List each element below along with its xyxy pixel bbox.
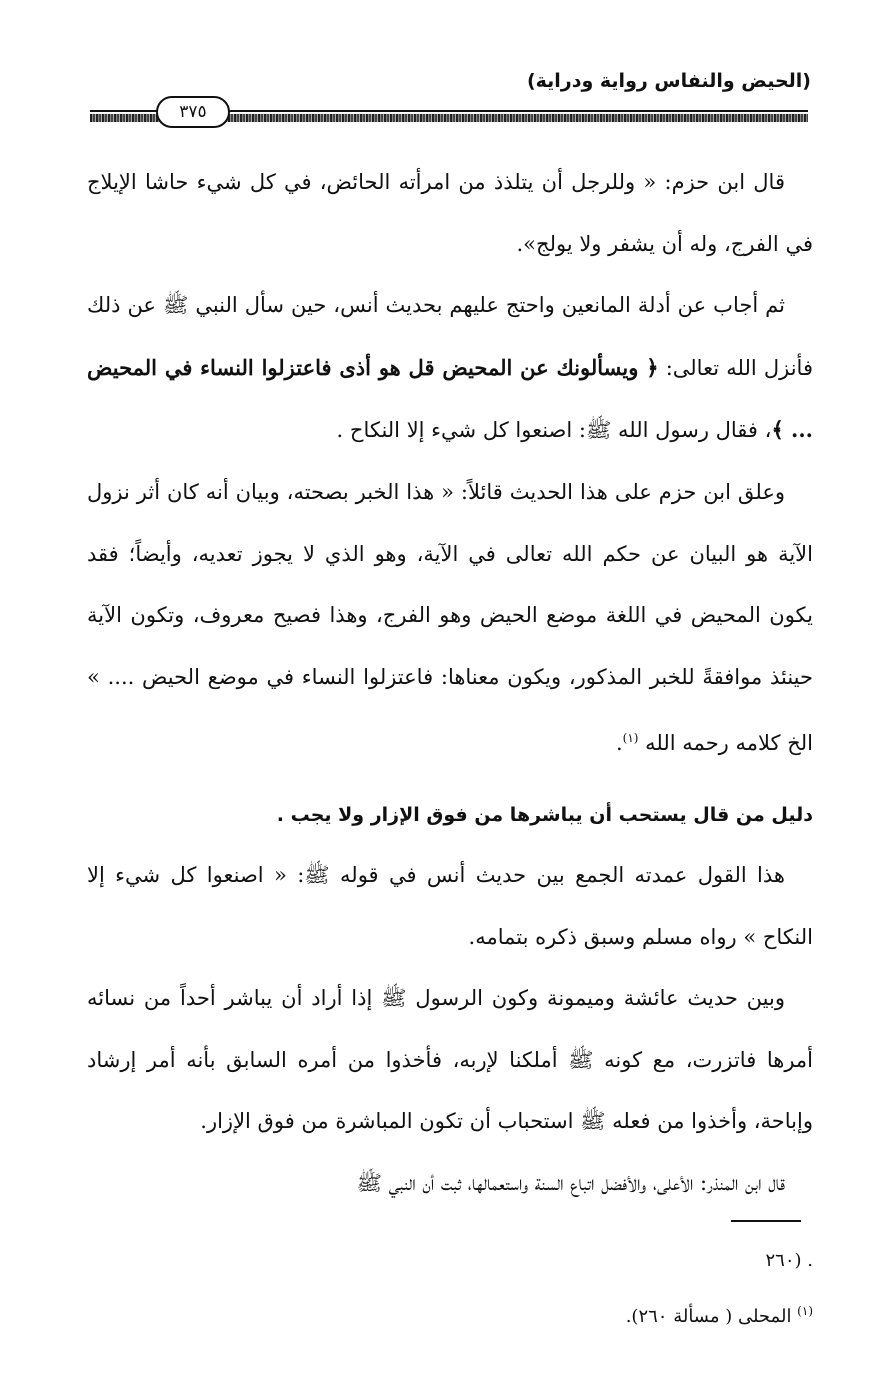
paragraph-5: وبين حديث عائشة وميمونة وكون الرسول ﷺ إذا أراد أن يباشر أحداً من نسائه أمرها فاتزرت، مع كونه ﷺ أملكنا لإربه، فأخذوا من أمره السابق بأنه أمر إرشاد وإباحة، وأخذوا من فعله ﷺ استحباب أن تكون المباشرة من فوق الإزار. xyxy=(87,986,813,1134)
quran-verse: ﴿ ويسألونك عن المحيض قل هو أذى فاعتزلوا النساء في المحيض ... ﴾ xyxy=(87,354,813,443)
paragraph-3-end: . xyxy=(615,731,623,756)
footnote-ref-1[interactable]: (١) xyxy=(622,731,639,746)
paragraph-3 xyxy=(87,462,813,775)
paragraph-6: قال ابن المنذر: الأعلى، والأفضل اتباع السنة واستعمالها، ثبت أن النبي ﷺ xyxy=(356,1170,785,1195)
section-heading: دليل من قال يستحب أن يباشرها من فوق الإزار ولا يجب . xyxy=(276,803,813,826)
footnote-separator xyxy=(731,1220,801,1222)
paragraph-3-text: وعلق ابن حزم على هذا الحديث قائلاً: « هذا الخبر بصحته، وبيان أنه كان أثر نزول الآية هو البيان عن حكم الله تعالى في الآية، وهو الذي لا يجوز تعديه، وأيضاً؛ فقد يكون المحيض في اللغة موضع الحيض وهو الفرج، وهذا فصيح معروف، وتكون الآية حينئذ موافقةً للخبر المذكور، ويكون معناها: فاعتزلوا النساء في موضع الحيض .... » الخ كلامه رحمه الله xyxy=(87,479,813,756)
paragraph-2-text-b: ، فقال رسول الله ﷺ: اصنعوا كل شيء إلا النكاح . xyxy=(336,418,772,443)
paragraph-4: هذا القول عمدته الجمع بين حديث أنس في قوله ﷺ: « اصنعوا كل شيء إلا النكاح » رواه مسلم وسبق ذكره بتمامه. xyxy=(87,862,813,949)
footnote-1-text: المحلى ( مسألة ٢٦٠). xyxy=(625,1306,798,1327)
footnote-mark-1: (١) xyxy=(797,1304,813,1318)
footnote-1 xyxy=(87,1286,813,1342)
running-title: (الحيض والنفاس رواية ودراية) xyxy=(526,70,811,92)
page-number: ٣٧٥ xyxy=(156,96,230,128)
main-text xyxy=(87,152,813,1215)
paragraph-2-text-a: ثم أجاب عن أدلة المانعين واحتج عليهم بحديث أنس، حين سأل النبي ﷺ عن ذلك فأنزل الله تعالى: xyxy=(87,293,813,380)
paragraph-2 xyxy=(87,275,813,462)
footnote-line-1: . (٢٦٠ xyxy=(765,1250,813,1271)
paragraph-1: قال ابن حزم: « وللرجل أن يتلذذ من امرأته الحائض، في كل شيء حاشا الإيلاج في الفرج، وله أن يشفر ولا يولج». xyxy=(87,170,813,256)
footnotes xyxy=(87,1236,813,1342)
